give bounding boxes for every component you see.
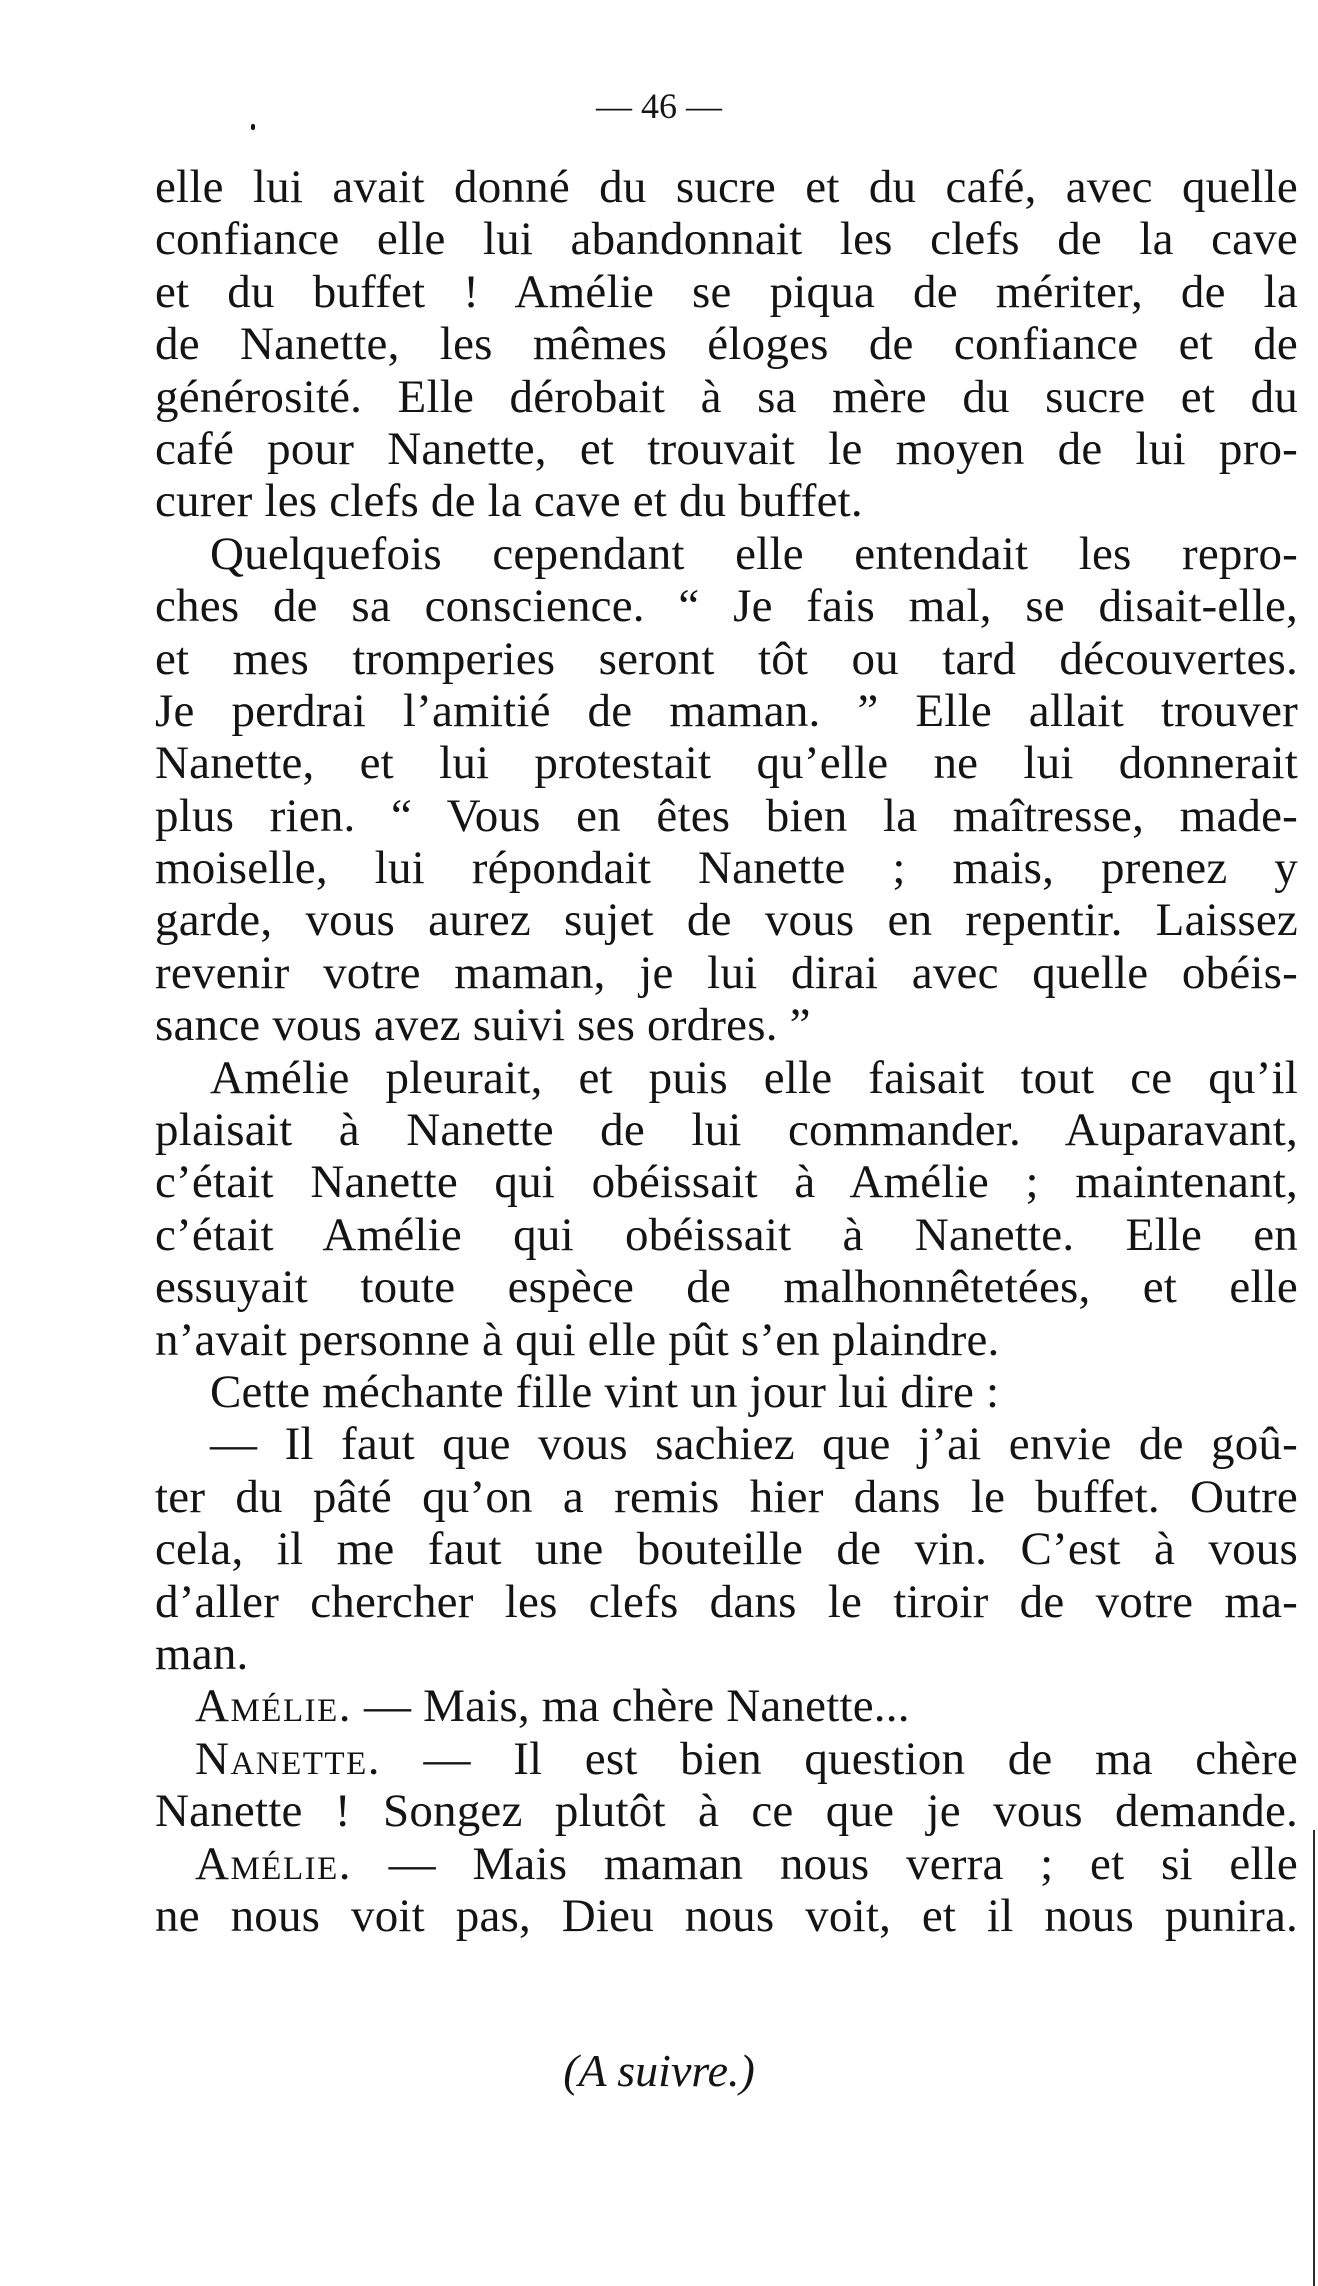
text-line: plaisait à Nanette de lui commander. Auparavant, bbox=[155, 1104, 1298, 1157]
dialogue-text: — Mais maman nous verra ; et si elle bbox=[388, 1837, 1298, 1890]
text-line: n’avait personne à qui elle pût s’en plaindre. bbox=[155, 1313, 1000, 1366]
text-line: c’était Nanette qui obéissait à Amélie ; maintenant, bbox=[155, 1156, 1298, 1209]
text-line: et du buffet ! Amélie se piqua de mériter, de la bbox=[155, 265, 1298, 318]
dialogue-text: — Mais, ma chère Nanette... bbox=[363, 1680, 910, 1733]
text-line: elle lui avait donné du sucre et du café, avec quelle bbox=[155, 161, 1298, 213]
text-line: moiselle, lui répondait Nanette ; mais, prenez y bbox=[155, 842, 1298, 895]
text-line: de Nanette, les mêmes éloges de confiance et de bbox=[155, 318, 1298, 371]
speaker-name-nanette: Nanette. bbox=[195, 1732, 381, 1785]
text-line: c’était Amélie qui obéissait à Nanette. Elle en bbox=[155, 1208, 1298, 1261]
text-line: plus rien. “ Vous en êtes bien la maîtresse, made- bbox=[155, 789, 1298, 842]
text-line: revenir votre maman, je lui dirai avec quelle obéis- bbox=[155, 946, 1298, 999]
text-line: cela, il me faut une bouteille de vin. C’est à vous bbox=[155, 1523, 1298, 1576]
text-line: garde, vous aurez sujet de vous en repentir. Laissez bbox=[155, 894, 1298, 947]
text-line: Nanette, et lui protestait qu’elle ne lui donnerait bbox=[155, 737, 1298, 790]
text-line: curer les clefs de la cave et du buffet. bbox=[155, 475, 863, 528]
text-line: générosité. Elle dérobait à sa mère du sucre et du bbox=[155, 370, 1298, 423]
text-line: et mes tromperies seront tôt ou tard découvertes. bbox=[155, 632, 1298, 685]
speaker-name-amelie: Amélie. bbox=[195, 1837, 352, 1890]
text-line: Cette méchante fille vint un jour lui dire : bbox=[210, 1365, 1000, 1418]
text-line: ne nous voit pas, Dieu nous voit, et il nous punira. bbox=[155, 1889, 1298, 1942]
text-line: Nanette ! Songez plutôt à ce que je vous demande. bbox=[155, 1785, 1298, 1838]
text-line: essuyait toute espèce de malhonnêtetées, et elle bbox=[155, 1261, 1298, 1314]
margin-rule bbox=[1313, 1830, 1315, 2286]
text-line: sance vous avez suivi ses ordres. ” bbox=[155, 999, 811, 1052]
speaker-name-amelie: Amélie. bbox=[195, 1680, 352, 1733]
dialogue-text: — Il est bien question de ma chère bbox=[423, 1732, 1298, 1785]
text-line: confiance elle lui abandonnait les clefs de la cave bbox=[155, 213, 1298, 266]
text-line: d’aller chercher les clefs dans le tiroir de votre ma- bbox=[155, 1575, 1298, 1628]
text-line: Quelquefois cependant elle entendait les repro- bbox=[210, 527, 1298, 580]
dialogue-line bbox=[155, 1733, 1298, 1785]
page-number: — 46 — bbox=[596, 86, 722, 126]
text-line: Amélie pleurait, et puis elle faisait tout ce qu’il bbox=[210, 1051, 1298, 1104]
text-line: Je perdrai l’amitié de maman. ” Elle allait trouver bbox=[155, 684, 1298, 737]
body-text bbox=[155, 161, 1298, 1942]
dialogue-line bbox=[155, 1680, 1298, 1732]
text-line: man. bbox=[155, 1627, 249, 1680]
dialogue-line bbox=[155, 1838, 1298, 1890]
text-line: — Il faut que vous sachiez que j’ai envie de goû- bbox=[210, 1418, 1298, 1471]
text-line: café pour Nanette, et trouvait le moyen de lui pro- bbox=[155, 422, 1298, 475]
text-line: ter du pâté qu’on a remis hier dans le buffet. Outre bbox=[155, 1470, 1298, 1523]
text-line: ches de sa conscience. “ Je fais mal, se disait-elle, bbox=[155, 580, 1298, 633]
to-be-continued: (A suivre.) bbox=[563, 2045, 755, 2096]
